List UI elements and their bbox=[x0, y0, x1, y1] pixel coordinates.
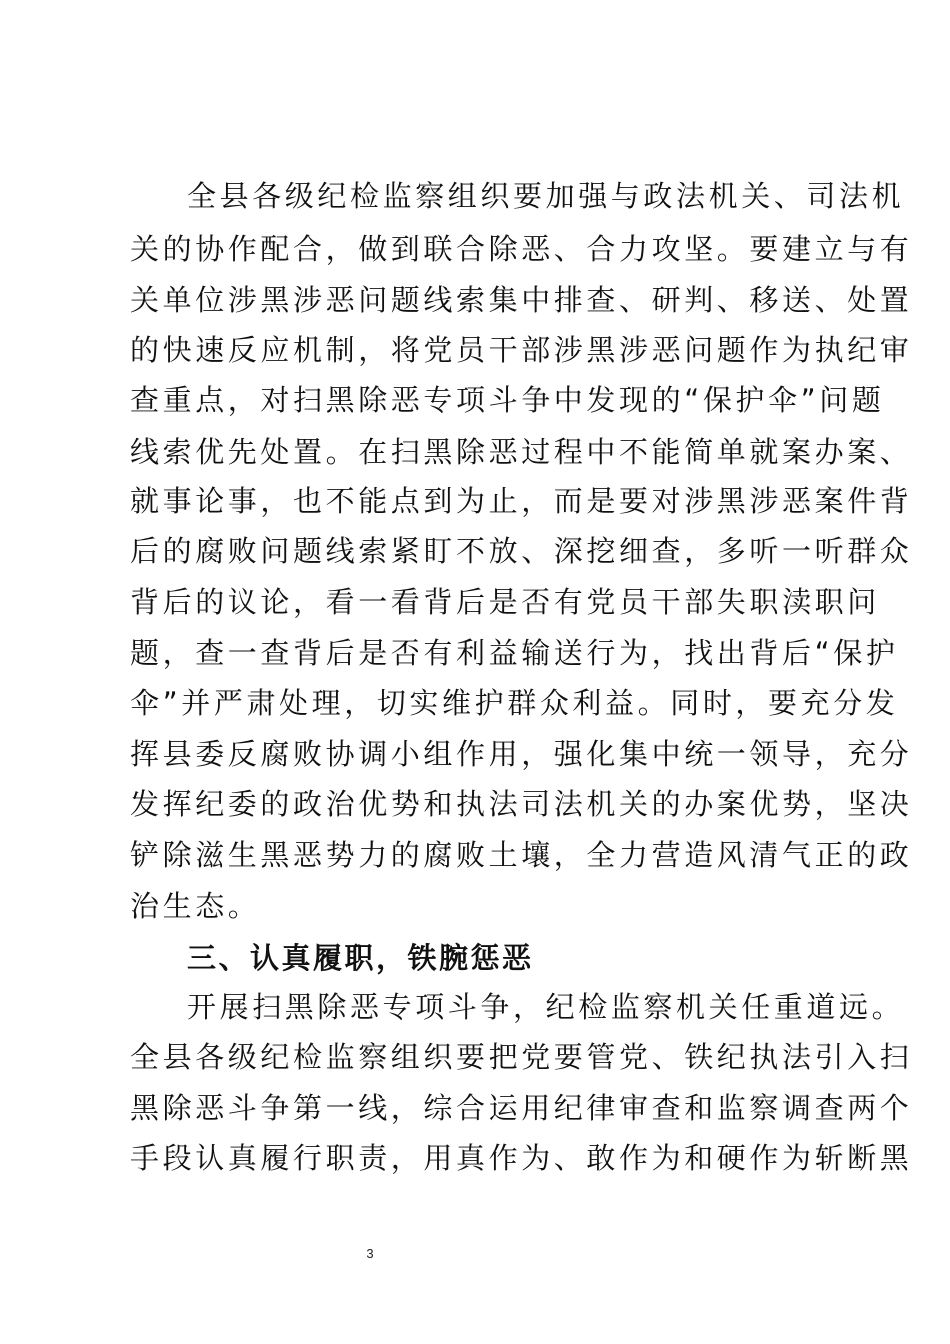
paragraph-line: 开展扫黑除恶专项斗争，纪检监察机关任重道远。 bbox=[187, 990, 905, 1024]
section-heading: 三、认真履职，铁腕惩恶 bbox=[187, 941, 534, 975]
paragraph-line: 后的腐败问题线索紧盯不放、深挖细查，多听一听群众 bbox=[130, 534, 913, 568]
paragraph-line: 题，查一查背后是否有利益输送行为，找出背后“保护 bbox=[130, 636, 899, 670]
paragraph-line: 手段认真履行职责，用真作为、敢作为和硬作为斩断黑 bbox=[130, 1141, 913, 1175]
paragraph-line: 黑除恶斗争第一线，综合运用纪律审查和监察调查两个 bbox=[130, 1091, 913, 1125]
paragraph-line: 伞”并严肃处理，切实维护群众利益。同时，要充分发 bbox=[130, 686, 899, 720]
paragraph-line: 全县各级纪检监察组织要加强与政法机关、司法机 bbox=[187, 179, 905, 213]
paragraph-line: 线索优先处置。在扫黑除恶过程中不能简单就案办案、 bbox=[130, 435, 913, 469]
paragraph-line: 的快速反应机制，将党员干部涉黑涉恶问题作为执纪审 bbox=[130, 333, 913, 367]
paragraph-line: 就事论事，也不能点到为止，而是要对涉黑涉恶案件背 bbox=[130, 484, 913, 518]
paragraph-line: 背后的议论，看一看背后是否有党员干部失职渎职问 bbox=[130, 585, 880, 619]
paragraph-line: 发挥纪委的政治优势和执法司法机关的办案优势，坚决 bbox=[130, 787, 913, 821]
paragraph-line: 关单位涉黑涉恶问题线索集中排查、研判、移送、处置 bbox=[130, 283, 913, 317]
paragraph-line: 全县各级纪检监察组织要把党要管党、铁纪执法引入扫 bbox=[130, 1040, 913, 1074]
page-number: 3 bbox=[366, 1246, 374, 1261]
paragraph-line: 治生态。 bbox=[130, 889, 261, 923]
paragraph-line: 挥县委反腐败协调小组作用，强化集中统一领导，充分 bbox=[130, 737, 913, 771]
paragraph-line: 关的协作配合，做到联合除恶、合力攻坚。要建立与有 bbox=[130, 232, 913, 266]
paragraph-line: 查重点，对扫黑除恶专项斗争中发现的“保护伞”问题 bbox=[130, 383, 885, 417]
paragraph-line: 铲除滋生黑恶势力的腐败土壤，全力营造风清气正的政 bbox=[130, 838, 913, 872]
